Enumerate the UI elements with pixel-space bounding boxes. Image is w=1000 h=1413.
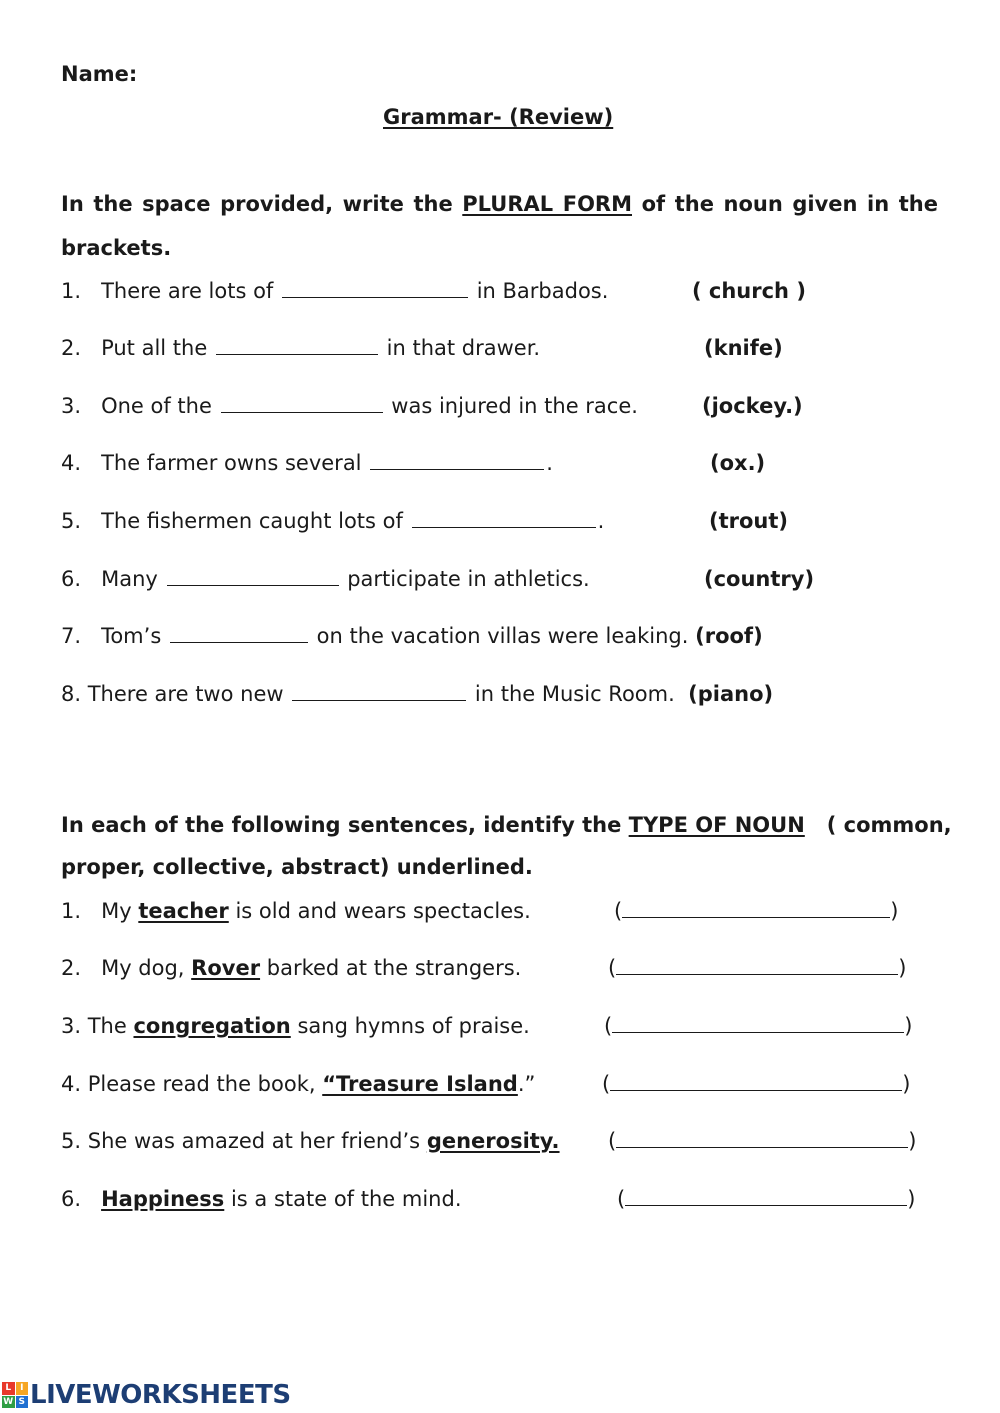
hint-word: (ox.)	[710, 451, 766, 475]
section2-instruction	[61, 813, 952, 837]
item-number: 2.	[61, 336, 82, 360]
noun-type-item-4	[61, 1072, 535, 1096]
item-text: Tom’s	[101, 624, 162, 648]
hint-word: (piano)	[688, 682, 774, 706]
plural-item-7	[61, 624, 763, 648]
answer-bracket	[602, 1072, 910, 1096]
item-text: There are two new	[87, 682, 284, 706]
close-paren: )	[898, 956, 907, 980]
open-paren: (	[608, 1129, 617, 1153]
answer-bracket	[608, 1129, 916, 1153]
item-number: 7.	[61, 624, 82, 648]
item-text: .”	[517, 1072, 536, 1096]
answer-blank[interactable]	[370, 452, 544, 470]
item-number: 6.	[61, 1187, 82, 1211]
instruction-text: ( common,	[826, 813, 952, 837]
item-number: 3.	[61, 394, 82, 418]
plural-item-5	[61, 509, 604, 533]
open-paren: (	[617, 1187, 626, 1211]
logo-mark-letter: L	[2, 1382, 15, 1395]
open-paren: (	[604, 1014, 613, 1038]
answer-bracket	[617, 1187, 915, 1211]
item-text: The fishermen caught lots of	[101, 509, 403, 533]
plural-item-3	[61, 394, 638, 418]
answer-blank[interactable]	[282, 280, 468, 298]
noun-type-item-2	[61, 956, 521, 980]
name-label: Name:	[61, 62, 138, 86]
item-number: 5.	[61, 509, 82, 533]
hint-word: (country)	[704, 567, 815, 591]
hint-word: ( church )	[692, 279, 806, 303]
item-text: One of the	[101, 394, 212, 418]
hint-word: (roof)	[695, 624, 763, 648]
answer-bracket	[608, 956, 906, 980]
close-paren: )	[902, 1072, 911, 1096]
item-text: in that drawer.	[386, 336, 541, 360]
underlined-noun: teacher	[138, 899, 229, 923]
item-text: is old and wears spectacles.	[235, 899, 531, 923]
underlined-noun: generosity.	[426, 1129, 560, 1153]
item-text: participate in athletics.	[347, 567, 590, 591]
answer-bracket	[604, 1014, 912, 1038]
answer-blank[interactable]	[170, 625, 308, 643]
instruction-emphasis: TYPE OF NOUN	[628, 813, 805, 837]
liveworksheets-logo	[2, 1378, 291, 1412]
underlined-noun: Rover	[191, 956, 261, 980]
item-number: 6.	[61, 567, 82, 591]
answer-blank[interactable]	[216, 337, 378, 355]
logo-mark-letter: W	[3, 1396, 14, 1407]
item-text: Please read the book,	[87, 1072, 316, 1096]
logo-mark-letter: S	[16, 1396, 29, 1409]
close-paren: )	[908, 1129, 917, 1153]
item-text: in Barbados.	[476, 279, 609, 303]
answer-blank[interactable]	[616, 957, 898, 975]
open-paren: (	[602, 1072, 611, 1096]
instruction-text: of the noun given in the	[641, 192, 938, 216]
answer-blank[interactable]	[221, 395, 383, 413]
plural-item-1	[61, 279, 608, 303]
item-text: sang hymns of praise.	[297, 1014, 530, 1038]
item-text: .	[546, 451, 553, 475]
item-text: on the vacation villas were leaking.	[316, 624, 689, 648]
underlined-noun: congregation	[133, 1014, 291, 1038]
section1-instruction	[61, 192, 938, 216]
noun-type-item-1	[61, 899, 531, 923]
item-number: 2.	[61, 956, 82, 980]
item-text: The farmer owns several	[101, 451, 362, 475]
item-text: in the Music Room.	[474, 682, 675, 706]
hint-word: (knife)	[704, 336, 783, 360]
logo-mark-icon	[2, 1382, 28, 1408]
open-paren: (	[608, 956, 617, 980]
answer-blank[interactable]	[610, 1073, 902, 1091]
item-text: My	[101, 899, 132, 923]
item-text: is a state of the mind.	[230, 1187, 462, 1211]
instruction-emphasis: PLURAL FORM	[462, 192, 632, 216]
item-text: My dog,	[101, 956, 185, 980]
answer-blank[interactable]	[412, 510, 596, 528]
noun-type-item-6	[61, 1187, 462, 1211]
item-number: 3.	[61, 1014, 82, 1038]
answer-blank[interactable]	[616, 1130, 908, 1148]
plural-item-8	[61, 682, 773, 706]
item-text: .	[597, 509, 605, 533]
hint-word: (trout)	[709, 509, 789, 533]
item-text: The	[87, 1014, 127, 1038]
plural-item-6	[61, 567, 590, 591]
plural-item-2	[61, 336, 540, 360]
item-text: There are lots of	[101, 279, 274, 303]
section2-instruction-cont: proper, collective, abstract) underlined.	[61, 855, 533, 879]
page-title: Grammar- (Review)	[383, 105, 614, 129]
open-paren: (	[614, 899, 623, 923]
item-number: 1.	[61, 279, 82, 303]
answer-blank[interactable]	[622, 900, 890, 918]
underlined-noun: “Treasure Island	[322, 1072, 518, 1096]
logo-mark-letter: I	[16, 1382, 29, 1395]
answer-blank[interactable]	[612, 1015, 904, 1033]
close-paren: )	[904, 1014, 913, 1038]
answer-blank[interactable]	[625, 1188, 907, 1206]
item-text: was injured in the race.	[391, 394, 638, 418]
item-number: 4.	[61, 1072, 82, 1096]
item-number: 8.	[61, 682, 82, 706]
item-text: barked at the strangers.	[266, 956, 522, 980]
answer-blank[interactable]	[292, 683, 466, 701]
instruction-text: In each of the following sentences, identify the	[61, 813, 622, 837]
item-number: 1.	[61, 899, 82, 923]
noun-type-item-3	[61, 1014, 530, 1038]
item-text: Many	[101, 567, 158, 591]
item-text: She was amazed at her friend’s	[87, 1129, 421, 1153]
hint-word: (jockey.)	[702, 394, 803, 418]
item-number: 4.	[61, 451, 82, 475]
underlined-noun: Happiness	[101, 1187, 225, 1211]
close-paren: )	[890, 899, 899, 923]
instruction-text: In the space provided, write the	[61, 192, 453, 216]
answer-bracket	[614, 899, 898, 923]
section1-instruction-cont: brackets.	[61, 236, 172, 260]
close-paren: )	[907, 1187, 916, 1211]
logo-text: LIVEWORKSHEETS	[30, 1380, 291, 1410]
noun-type-item-5	[61, 1129, 560, 1153]
plural-item-4	[61, 451, 553, 475]
item-text: Put all the	[101, 336, 208, 360]
item-number: 5.	[61, 1129, 82, 1153]
answer-blank[interactable]	[167, 568, 339, 586]
